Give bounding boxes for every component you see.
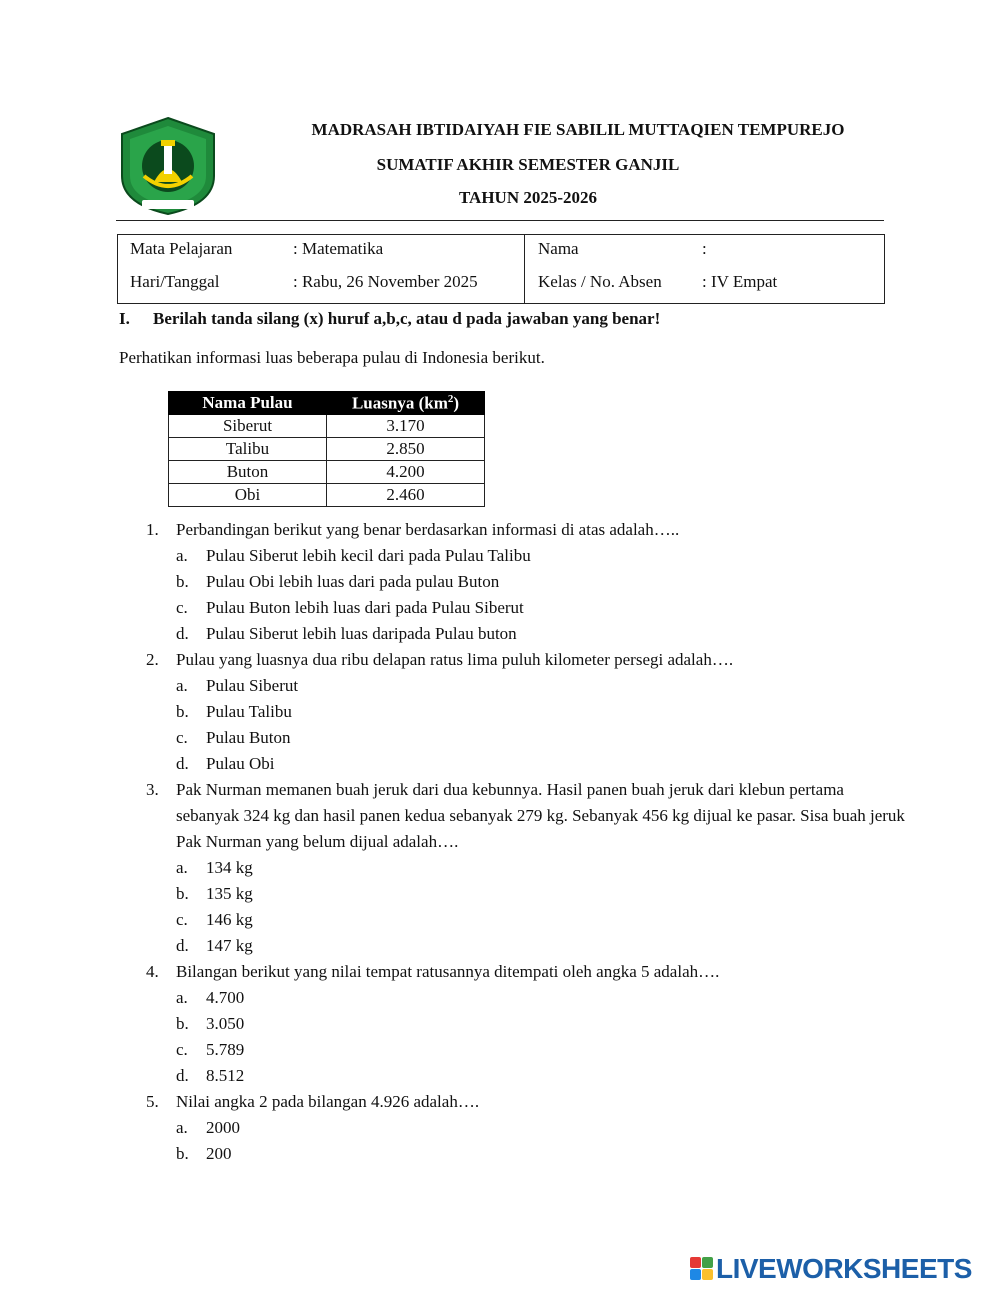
liveworksheets-logo[interactable] [690, 1252, 972, 1286]
option-3d[interactable] [176, 933, 906, 959]
option-text: Pulau Buton [206, 728, 291, 747]
option-1c[interactable] [176, 595, 906, 621]
option-text: 5.789 [206, 1040, 245, 1059]
option-4c[interactable] [176, 1037, 906, 1063]
option-text: 147 kg [206, 936, 253, 955]
school-name: MADRASAH IBTIDAIYAH FIE SABILIL MUTTAQIEN TEMPUREJO [311, 120, 845, 139]
option-text: Pulau Obi [206, 754, 275, 773]
table-row [169, 438, 485, 461]
table-row [169, 461, 485, 484]
option-letter: c. [176, 910, 188, 929]
col-header-area [327, 392, 485, 415]
date-label: Hari/Tanggal [130, 272, 220, 291]
option-letter: d. [176, 1066, 189, 1085]
exam-title: SUMATIF AKHIR SEMESTER GANJIL [376, 155, 680, 174]
class-label: Kelas / No. Absen [538, 272, 662, 291]
option-letter: c. [176, 598, 188, 617]
option-3c[interactable] [176, 907, 906, 933]
option-3b[interactable] [176, 881, 906, 907]
option-letter: a. [176, 546, 188, 565]
island-area: 3.170 [327, 415, 485, 438]
option-letter: a. [176, 676, 188, 695]
question-number: 5. [146, 1092, 159, 1111]
island-name: Obi [169, 484, 327, 507]
col-header-island: Nama Pulau [169, 392, 327, 415]
option-text: Pulau Siberut [206, 676, 299, 695]
option-2c[interactable] [176, 725, 906, 751]
option-text: 135 kg [206, 884, 253, 903]
option-letter: c. [176, 728, 188, 747]
option-letter: d. [176, 624, 189, 643]
option-5b[interactable] [176, 1141, 906, 1167]
question-list [146, 517, 906, 1167]
question-number: 3. [146, 780, 159, 799]
option-text: 200 [206, 1144, 232, 1163]
question-number: 2. [146, 650, 159, 669]
option-text: 8.512 [206, 1066, 245, 1085]
question-5 [146, 1089, 906, 1115]
option-letter: b. [176, 1014, 189, 1033]
option-1a[interactable] [176, 543, 906, 569]
island-name: Siberut [169, 415, 327, 438]
question-text: Pak Nurman memanen buah jeruk dari dua kebunnya. Hasil panen buah jeruk dari klebun pertama sebanyak 324 kg dan hasil panen kedua sebanyak 279 kg. Sebanyak 456 kg dijual ke pasar. Sisa buah jeruk Pak Nurman yang belum dijual adalah…. [176, 780, 905, 851]
name-field[interactable]: : [702, 239, 707, 258]
option-text: Pulau Siberut lebih kecil dari pada Pulau Talibu [206, 546, 531, 565]
option-text: 4.700 [206, 988, 245, 1007]
section-title [119, 309, 660, 329]
island-area: 2.850 [327, 438, 485, 461]
question-number: 4. [146, 962, 159, 981]
question-2 [146, 647, 906, 673]
exam-year: TAHUN 2025-2026 [458, 188, 598, 207]
question-text: Perbandingan berikut yang benar berdasarkan informasi di atas adalah….. [176, 520, 680, 539]
option-4a[interactable] [176, 985, 906, 1011]
option-text: Pulau Obi lebih luas dari pada pulau Buton [206, 572, 500, 591]
col-header-area-close: ) [453, 393, 460, 413]
option-letter: a. [176, 988, 188, 1007]
option-4d[interactable] [176, 1063, 906, 1089]
col-header-area-sup: 2 [447, 392, 454, 405]
intro-text: Perhatikan informasi luas beberapa pulau di Indonesia berikut. [119, 348, 545, 367]
option-2a[interactable] [176, 673, 906, 699]
option-text: Pulau Talibu [206, 702, 292, 721]
section-number: I. [119, 309, 130, 328]
date-value: : Rabu, 26 November 2025 [293, 272, 478, 291]
island-table [168, 391, 485, 507]
option-text: Pulau Buton lebih luas dari pada Pulau Siberut [206, 598, 524, 617]
question-number: 1. [146, 520, 159, 539]
subject-value: : Matematika [293, 239, 384, 258]
name-label: Nama [538, 239, 579, 258]
island-name: Buton [169, 461, 327, 484]
question-3 [146, 777, 906, 855]
liveworksheets-text: LIVEWORKSHEETS [716, 1253, 972, 1284]
option-letter: b. [176, 1144, 189, 1163]
section-instruction: Berilah tanda silang (x) huruf a,b,c, atau d pada jawaban yang benar! [153, 309, 661, 328]
option-text: 134 kg [206, 858, 253, 877]
option-letter: d. [176, 936, 189, 955]
question-4 [146, 959, 906, 985]
question-text: Pulau yang luasnya dua ribu delapan ratus lima puluh kilometer persegi adalah…. [176, 650, 734, 669]
option-4b[interactable] [176, 1011, 906, 1037]
option-letter: b. [176, 702, 189, 721]
liveworksheets-icon [690, 1257, 714, 1281]
island-name: Talibu [169, 438, 327, 461]
option-3a[interactable] [176, 855, 906, 881]
option-text: Pulau Siberut lebih luas daripada Pulau buton [206, 624, 517, 643]
option-2d[interactable] [176, 751, 906, 777]
island-area: 2.460 [327, 484, 485, 507]
question-1 [146, 517, 906, 543]
identity-divider [524, 235, 525, 303]
option-letter: a. [176, 1118, 188, 1137]
option-letter: b. [176, 572, 189, 591]
option-letter: b. [176, 884, 189, 903]
option-2b[interactable] [176, 699, 906, 725]
option-letter: a. [176, 858, 188, 877]
option-letter: d. [176, 754, 189, 773]
option-1d[interactable] [176, 621, 906, 647]
table-row [169, 484, 485, 507]
col-header-area-text: Luasnya (km [351, 393, 448, 413]
option-text: 146 kg [206, 910, 253, 929]
identity-box [117, 234, 885, 304]
option-letter: c. [176, 1040, 188, 1059]
option-5a[interactable] [176, 1115, 906, 1141]
subject-label: Mata Pelajaran [130, 239, 233, 258]
table-row [169, 415, 485, 438]
header-divider [116, 220, 884, 221]
class-value: : IV Empat [702, 272, 778, 291]
question-text: Bilangan berikut yang nilai tempat ratusannya ditempati oleh angka 5 adalah…. [176, 962, 720, 981]
island-area: 4.200 [327, 461, 485, 484]
option-text: 2000 [206, 1118, 240, 1137]
option-text: 3.050 [206, 1014, 245, 1033]
option-1b[interactable] [176, 569, 906, 595]
question-text: Nilai angka 2 pada bilangan 4.926 adalah…. [176, 1092, 480, 1111]
